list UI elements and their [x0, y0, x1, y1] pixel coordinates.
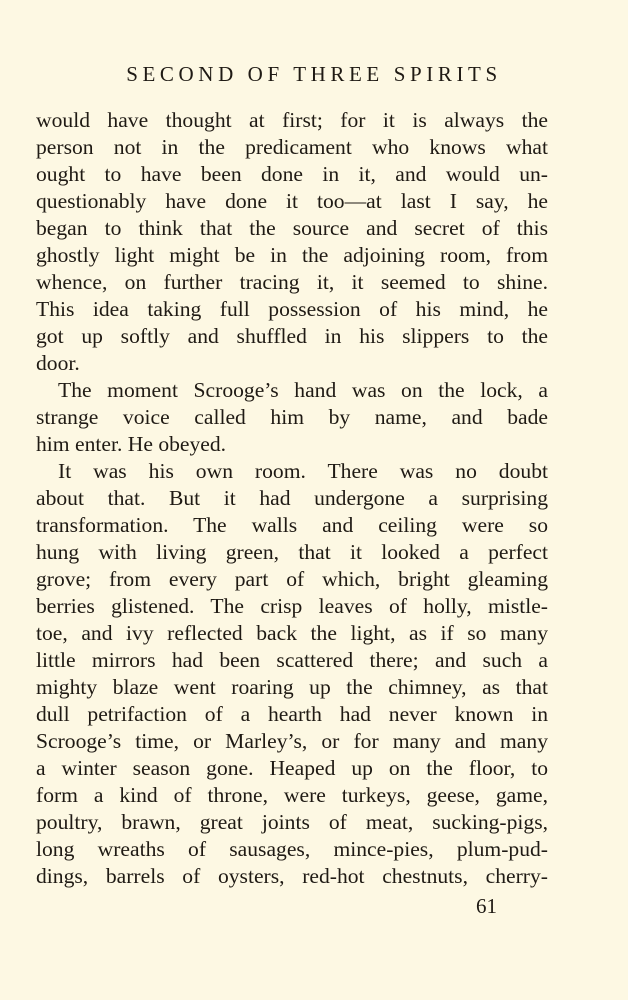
text-line: would have thought at first; for it is always the: [36, 108, 548, 132]
text-line: hung with living green, that it looked a perfect: [36, 540, 548, 564]
text-line: began to think that the source and secret of this: [36, 216, 548, 240]
text-line: about that. But it had undergone a surprising: [36, 486, 548, 510]
page-number: 61: [476, 894, 497, 918]
text-line: door.: [36, 351, 80, 375]
text-line: Scrooge’s time, or Marley’s, or for many and many: [36, 729, 548, 753]
text-line: long wreaths of sausages, mince-pies, plum-pud-: [36, 837, 548, 861]
text-line: berries glistened. The crisp leaves of holly, mistle-: [36, 594, 548, 618]
body-text: [36, 107, 548, 890]
text-line: got up softly and shuffled in his slippers to the: [36, 324, 548, 348]
text-line: ought to have been done in it, and would un-: [36, 162, 548, 186]
text-line: little mirrors had been scattered there; and such a: [36, 648, 548, 672]
text-line: transformation. The walls and ceiling were so: [36, 513, 548, 537]
text-line: mighty blaze went roaring up the chimney, as that: [36, 675, 548, 699]
text-line: questionably have done it too—at last I say, he: [36, 189, 548, 213]
text-line: a winter season gone. Heaped up on the floor, to: [36, 756, 548, 780]
text-line: poultry, brawn, great joints of meat, sucking-pigs,: [36, 810, 548, 834]
text-line: toe, and ivy reflected back the light, as if so many: [36, 621, 548, 645]
text-line: dings, barrels of oysters, red-hot chestnuts, cherry-: [36, 864, 548, 888]
text-line: The moment Scrooge’s hand was on the lock, a: [58, 378, 548, 402]
text-line: ghostly light might be in the adjoining room, from: [36, 243, 548, 267]
text-line: strange voice called him by name, and bade: [36, 405, 548, 429]
text-line: It was his own room. There was no doubt: [58, 459, 548, 483]
running-head: SECOND OF THREE SPIRITS: [126, 62, 502, 86]
text-line: grove; from every part of which, bright gleaming: [36, 567, 548, 591]
text-line: This idea taking full possession of his mind, he: [36, 297, 548, 321]
text-line: him enter. He obeyed.: [36, 432, 227, 456]
text-line: dull petrifaction of a hearth had never known in: [36, 702, 548, 726]
text-line: form a kind of throne, were turkeys, geese, game,: [36, 783, 548, 807]
text-line: whence, on further tracing it, it seemed to shine.: [36, 270, 548, 294]
text-line: person not in the predicament who knows what: [36, 135, 548, 159]
